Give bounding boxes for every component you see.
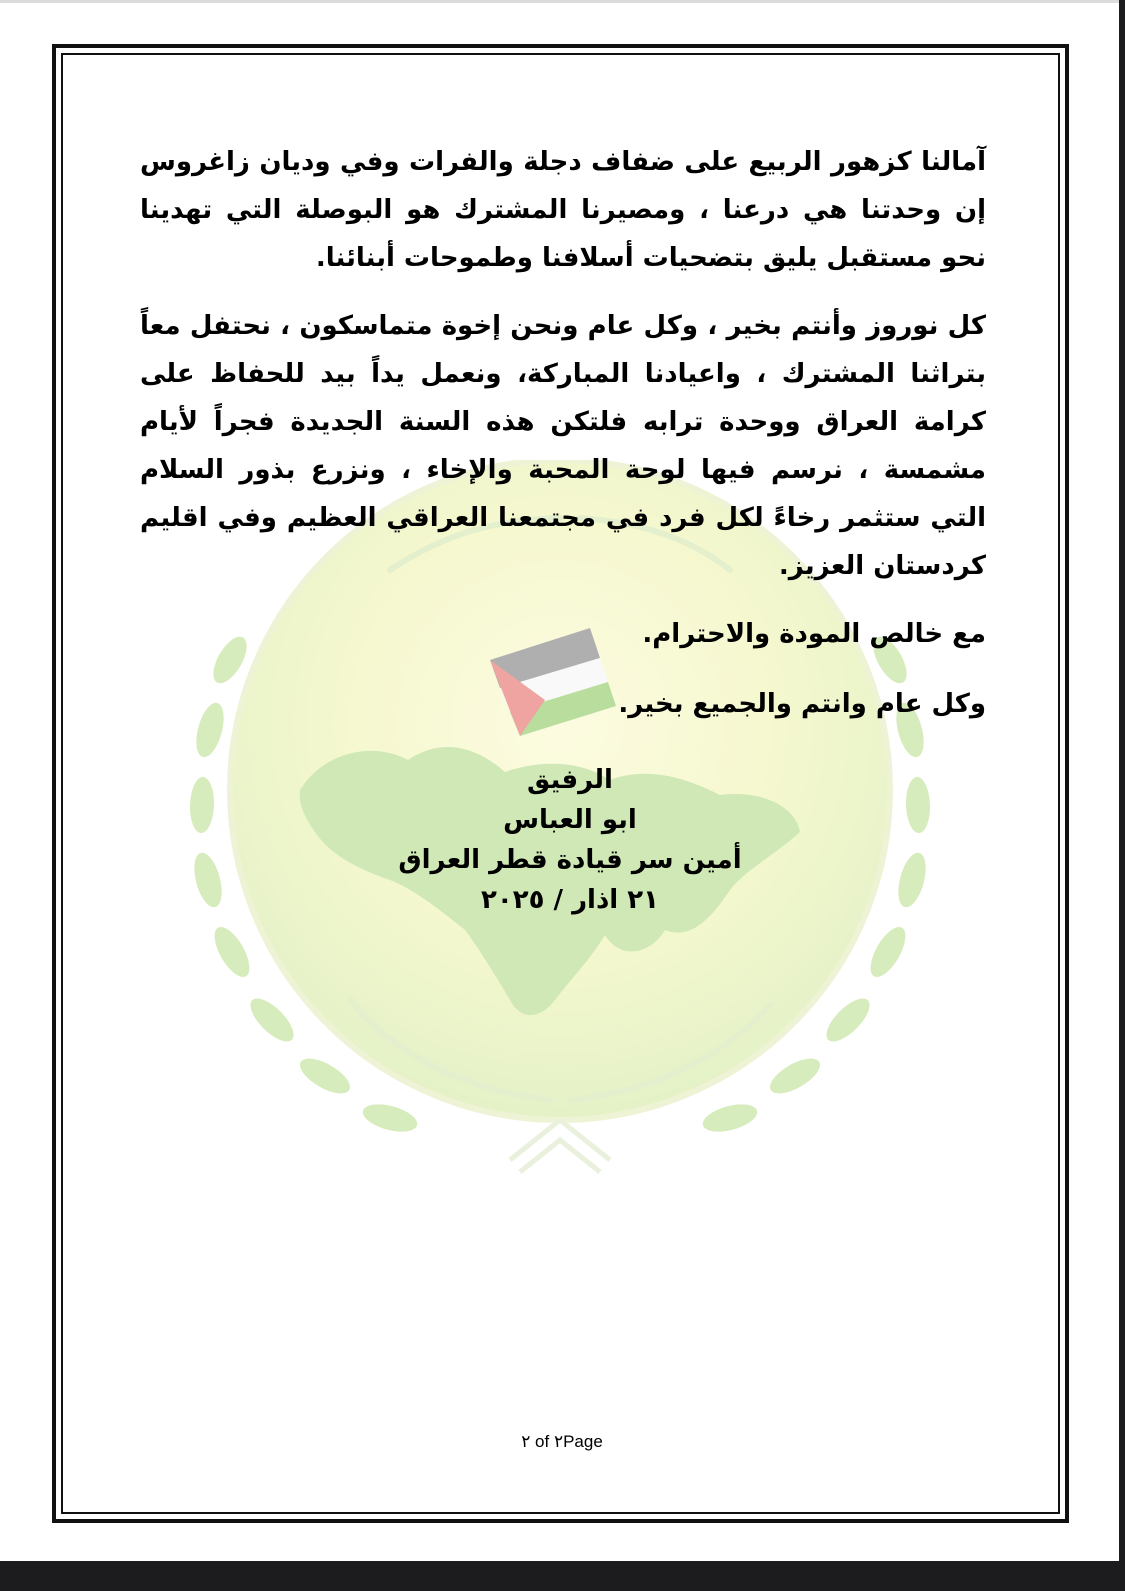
closing-wishes: وكل عام وانتم والجميع بخير. (618, 689, 986, 719)
paragraph-2: كل نوروز وأنتم بخير ، وكل عام ونحن إخوة متماسكون ، نحتفل معاً بتراثنا المشترك ، واعيادنا المباركة، ونعمل يداً بيد للحفاظ على كرامة العراق ووحدة ترابه فلتكن هذه السنة الجديدة فجراً لأيام مشمسة ، نرسم فيها لوحة المحبة والإخاء ، ونزرع بذور السلام التي ستثمر رخاءً لكل فرد في مجتمعنا العراقي العظيم وفي اقليم كردستان العزيز. (140, 311, 986, 581)
signature-block (300, 760, 840, 920)
closing-regards: مع خالص المودة والاحترام. (642, 619, 986, 649)
ribbon-icon (510, 1120, 610, 1172)
page-number: ٢ of ٢Page (521, 1432, 603, 1451)
screen-edge (1119, 0, 1125, 1591)
top-strip (0, 0, 1125, 3)
signature-date: ٢١ اذار / ٢٠٢٥ (480, 885, 660, 915)
signature-title: الرفيق (527, 765, 613, 795)
signature-position: أمين سر قيادة قطر العراق (398, 845, 742, 875)
document-body (140, 138, 986, 750)
paragraph-1: آمالنا كزهور الربيع على ضفاف دجلة والفرات وفي وديان زاغروس إن وحدتنا هي درعنا ، ومصيرنا المشترك هو البوصلة التي تهدينا نحو مستقبل يليق بتضحيات أسلافنا وطموحات أبنائنا. (140, 147, 986, 273)
signature-name: ابو العباس (503, 805, 637, 835)
screen-bottom-bar (0, 1561, 1125, 1591)
